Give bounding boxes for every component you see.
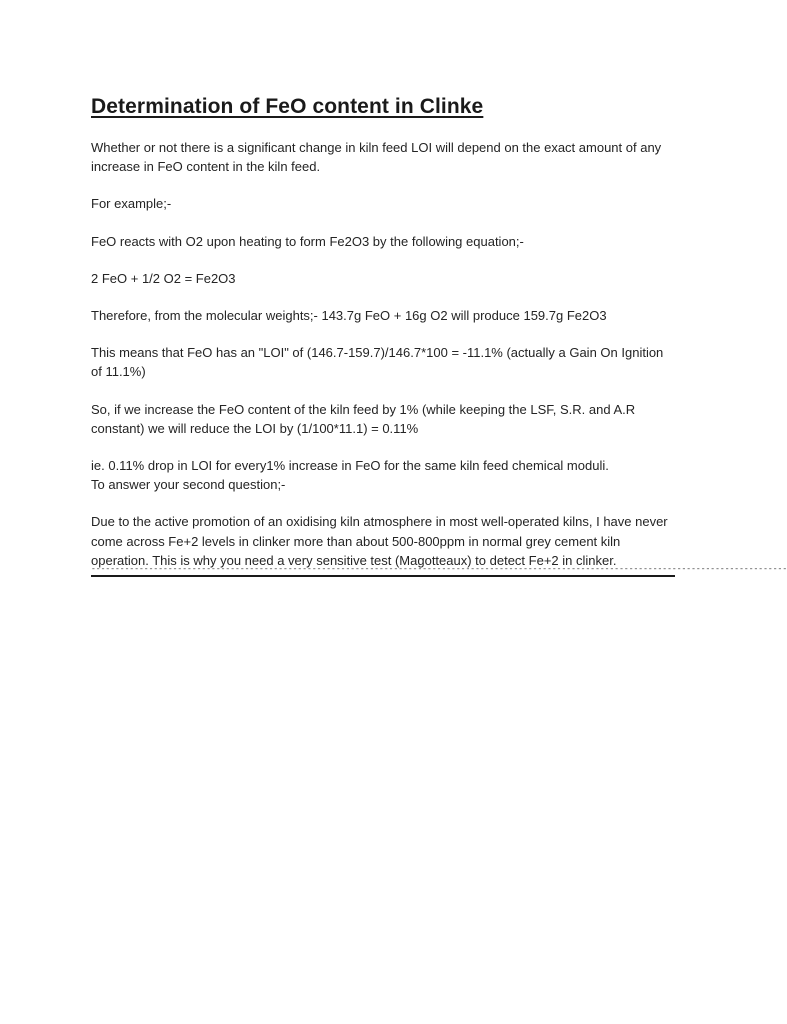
paragraph-loi-calculation: This means that FeO has an "LOI" of (146.7-159.7)/146.7*100 = -11.1% (actually a Gain On Ignition of 11.1%)	[91, 345, 664, 380]
document-page	[91, 93, 787, 577]
dashed-separator: -------------------------------------------------------------------------------------------------------------------------------------------------	[91, 565, 787, 575]
paragraph-second-question: To answer your second question;-	[91, 477, 286, 493]
horizontal-rule	[91, 575, 675, 577]
paragraph-feo-increase: So, if we increase the FeO content of the kiln feed by 1% (while keeping the LSF, S.R. and A.R constant) we will reduce the LOI by (1/100*11.1) = 0.11%	[91, 401, 636, 436]
paragraph-reaction-description: FeO reacts with O2 upon heating to form Fe2O3 by the following equation;-	[91, 233, 524, 249]
paragraph-molecular-weights: Therefore, from the molecular weights;- 143.7g FeO + 16g O2 will produce 159.7g Fe2O3	[91, 308, 607, 324]
paragraph-for-example: For example;-	[91, 196, 172, 212]
paragraph-oxidising-atmosphere: Due to the active promotion of an oxidising kiln atmosphere in most well-operated kilns, I have never come across Fe+2 levels in clinker more than about 500-800ppm in normal grey cement kiln operation. This is why you need a very sensitive test (Magotteaux) to detect Fe+2 in clinker.	[91, 514, 668, 568]
document-title: Determination of FeO content in Clinke	[91, 95, 484, 118]
document-body	[91, 138, 676, 570]
paragraph-loi-drop: ie. 0.11% drop in LOI for every1% increase in FeO for the same kiln feed chemical moduli.	[91, 458, 609, 474]
paragraph-intro: Whether or not there is a significant change in kiln feed LOI will depend on the exact amount of any increase in FeO content in the kiln feed.	[91, 140, 662, 175]
paragraph-equation: 2 FeO + 1/2 O2 = Fe2O3	[91, 270, 236, 286]
